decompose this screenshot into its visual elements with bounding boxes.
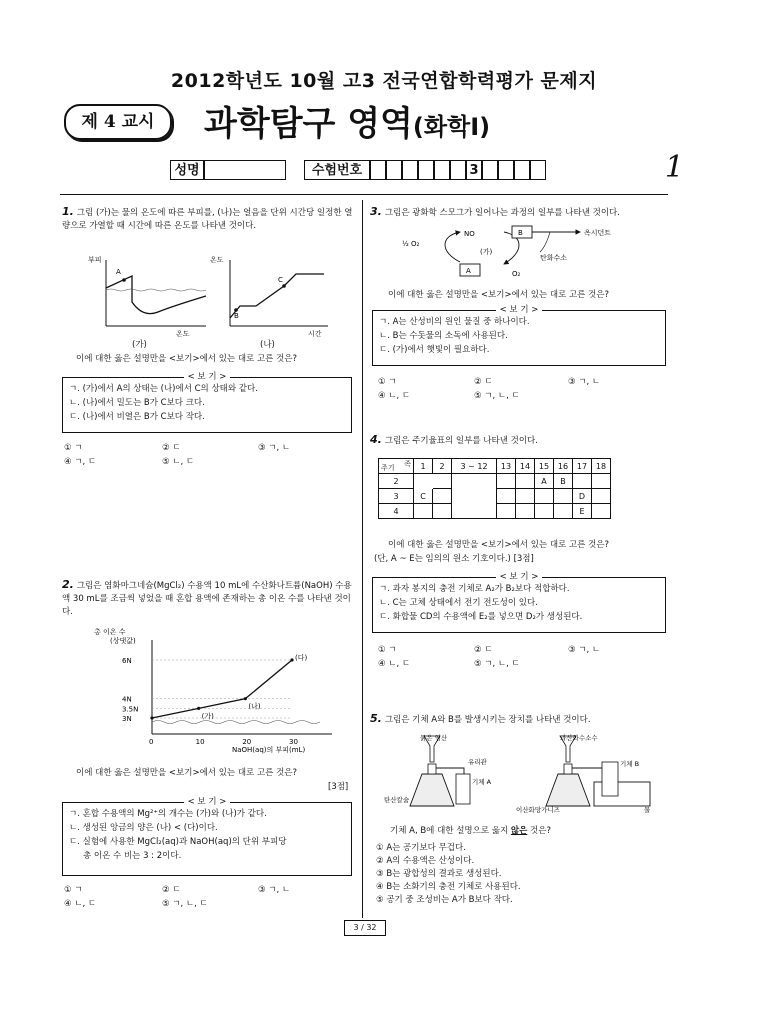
pt-period-cell: 3 (379, 489, 414, 504)
pt-cell (414, 504, 433, 519)
y-tick-label: 6N (122, 657, 132, 665)
pt-header-cell: 3 ~ 12 (452, 459, 497, 474)
answer-option[interactable]: ⑤ ㄱ, ㄴ, ㄷ (474, 659, 520, 669)
q5-ask (390, 824, 551, 836)
q2-bogi-item: ㄷ. 실험에 사용한 MgCl₂(aq)과 NaOH(aq)의 단위 부피당 (69, 837, 287, 847)
q5-mno2: 이산화망가니즈 (516, 806, 560, 814)
q3-box-a-label: A (466, 267, 471, 275)
pt-header-cell: 14 (516, 459, 535, 474)
pt-cell (516, 474, 535, 489)
exam-title: 2012학년도 10월 고3 전국연합학력평가 문제지 (170, 70, 598, 92)
q4-stem (370, 433, 670, 448)
q3-stem (370, 205, 670, 220)
pt-corner (379, 459, 414, 474)
q1-bogi-box (62, 372, 352, 433)
q1-b-ylabel: 온도 (210, 256, 224, 264)
pt-cell (554, 489, 573, 504)
q2-bogi-title: < 보 기 > (184, 797, 231, 807)
pt-cell (516, 504, 535, 519)
pt-empty (414, 474, 433, 489)
q5-ask-pre: 기체 A, B에 대한 설명으로 옳지 (390, 826, 511, 836)
pt-cell (573, 474, 592, 489)
name-label: 성명 (170, 160, 204, 180)
q4-bogi-item: ㄷ. 화합물 CD의 수용액에 E₂를 넣으면 D₂가 생성된다. (379, 612, 583, 622)
pt-header-cell: 13 (497, 459, 516, 474)
q3-o2-half: ½ O₂ (402, 240, 420, 248)
y-tick-label: 4N (122, 695, 132, 704)
answer-option[interactable]: ③ ㄱ, ㄴ (568, 645, 601, 655)
pt-cell: B (554, 474, 573, 489)
q2-ylabel: 총 이온 수 (94, 628, 126, 636)
answer-option[interactable]: ① ㄱ (64, 885, 83, 895)
q5-caco3: 탄산칼슘 (384, 796, 410, 804)
q3-bogi-item: ㄱ. A는 산성비의 원인 물질 중 하나이다. (379, 317, 530, 327)
footer-page-indicator: 3 / 32 (344, 920, 386, 936)
q3-bogi-title: < 보 기 > (496, 305, 543, 315)
data-point (244, 697, 247, 700)
exam-number-box[interactable] (386, 160, 402, 180)
q3-no: NO (464, 230, 475, 238)
q4-ask: 이에 대한 옳은 설명만을 <보기>에서 있는 대로 고른 것은? (388, 540, 610, 550)
q3-diagram (400, 222, 640, 282)
q3-number: 3. (370, 205, 382, 218)
exam-number-box[interactable] (530, 160, 546, 180)
exam-number-label: 수험번호 (304, 160, 370, 180)
apparatus-b (516, 733, 651, 814)
pt-group-label: 족 (404, 460, 411, 468)
pt-header-cell: 1 (414, 459, 433, 474)
answer-option[interactable]: ③ ㄱ, ㄴ (568, 377, 601, 387)
exam-number-box[interactable] (514, 160, 530, 180)
answer-option[interactable]: ② ㄷ (474, 645, 493, 655)
q2-ylabel2: (상댓값) (110, 637, 136, 645)
pt-cell: A (535, 474, 554, 489)
q5-number: 5. (370, 712, 382, 725)
answer-option[interactable]: ④ B는 소화기의 충전 기체로 사용된다. (376, 882, 521, 892)
q4-bogi-box (372, 572, 666, 633)
q3-stem-text: 그림은 광화학 스모그가 일어나는 과정의 일부를 나타낸 것이다. (384, 208, 620, 218)
pt-cell (433, 474, 452, 489)
table-row (379, 474, 611, 489)
q1-bogi-item: ㄷ. (나)에서 비열은 B가 C보다 작다. (69, 412, 205, 422)
q1-a-xlabel: 온도 (176, 330, 190, 338)
q1-graph-a (88, 255, 206, 338)
pt-cell (497, 474, 516, 489)
q2-options (64, 884, 354, 912)
pt-header-cell: 17 (573, 459, 592, 474)
exam-number-box[interactable] (498, 160, 514, 180)
exam-number-box[interactable] (434, 160, 450, 180)
pt-period-cell: 2 (379, 474, 414, 489)
pt-header-cell: 15 (535, 459, 554, 474)
answer-option[interactable]: ④ ㄴ, ㄷ (378, 659, 411, 669)
exam-number-box[interactable] (482, 160, 498, 180)
pt-period-label: 주기 (381, 464, 395, 472)
q5-hcl: 묽은 염산 (420, 734, 448, 742)
data-point (150, 716, 153, 719)
q5-apparatus (384, 732, 664, 814)
q5-ask-post: 것은? (527, 826, 551, 836)
q5-glass-tube: 유리관 (468, 758, 487, 766)
q2-bogi-item: 총 이온 수 비는 3 : 2이다. (83, 851, 182, 861)
x-tick-label: 10 (195, 738, 205, 746)
answer-option[interactable]: ① ㄱ (378, 377, 397, 387)
pt-header-cell: 2 (433, 459, 452, 474)
q1-caption-b: (나) (260, 340, 275, 350)
q3-hydrocarbon: 탄화수소 (540, 254, 568, 262)
q1-bogi-item: ㄱ. (가)에서 A의 상태는 (나)에서 C의 상태와 같다. (69, 384, 258, 394)
q1-bogi-item: ㄴ. (나)에서 밀도는 B가 C보다 크다. (69, 398, 205, 408)
q3-oxidant: 옥시던트 (584, 229, 612, 237)
answer-option[interactable]: ② ㄷ (474, 377, 493, 387)
exam-number-box[interactable] (402, 160, 418, 180)
pt-header-cell: 18 (592, 459, 611, 474)
q4-number: 4. (370, 433, 382, 446)
pt-cell: E (573, 504, 592, 519)
q1-a-ylabel: 부피 (88, 256, 102, 264)
footer-page: 3 (353, 923, 359, 932)
answer-option[interactable]: ④ ㄱ, ㄷ (64, 457, 97, 467)
x-tick-label: 0 (149, 738, 154, 746)
answer-option[interactable]: ① A는 공기보다 무겁다. (376, 843, 466, 853)
pt-cell: D (573, 489, 592, 504)
q5-gas-a: 기체 A (472, 778, 492, 786)
q2-xlabel: NaOH(aq)의 부피(mL) (232, 746, 306, 754)
y-tick-label: 3N (122, 715, 132, 723)
y-tick-label: 3.5N (122, 705, 139, 714)
q2-bogi-item: ㄱ. 혼합 수용액의 Mg²⁺의 개수는 (가)와 (나)가 같다. (69, 809, 267, 819)
q5-stem (370, 712, 670, 727)
q5-ask-negative: 않은 (510, 826, 528, 836)
answer-option[interactable]: ③ ㄱ, ㄴ (258, 443, 291, 453)
pt-cell (535, 489, 554, 504)
q1-number: 1. (62, 205, 74, 218)
subject-main: 과학탐구 영역 (204, 104, 413, 144)
data-point (197, 707, 200, 710)
exam-number-box-filled: 3 (466, 160, 482, 180)
point-label: (다) (295, 654, 308, 662)
q1-caption-a: (가) (132, 340, 147, 350)
pt-cell (535, 504, 554, 519)
q3-bogi-item: ㄷ. (가)에서 햇빛이 필요하다. (379, 345, 490, 355)
q1-b-point-b: B (234, 312, 239, 320)
q1-stem (62, 205, 356, 233)
pt-cell (592, 504, 611, 519)
q5-water: 물 (644, 806, 651, 814)
name-field[interactable] (204, 160, 286, 180)
exam-number-box[interactable] (450, 160, 466, 180)
q4-options (378, 644, 668, 672)
footer-total: 32 (366, 923, 377, 932)
pt-cell (433, 504, 452, 519)
pt-cell (592, 489, 611, 504)
q4-bogi-title: < 보 기 > (496, 572, 543, 582)
pt-header-cell: 16 (554, 459, 573, 474)
subject-sub: (화학Ⅰ) (412, 113, 491, 141)
q3-options (378, 376, 668, 404)
periodic-table (378, 458, 611, 519)
exam-number-box[interactable] (418, 160, 434, 180)
q5-gas-b: 기체 B (620, 760, 640, 768)
pt-cell-blank (452, 474, 497, 519)
q4-note: (단, A ~ E는 임의의 원소 기호이다.) [3점] (374, 554, 534, 564)
q2-stem-text: 그림은 염화마그네슘(MgCl₂) 수용액 10 mL에 수산화나트륨(NaOH) 수용액 30 mL를 조금씩 넣었을 때 혼합 용액에 존재하는 총 이온 수를 나타낸 것이다. (62, 581, 352, 617)
answer-option[interactable]: ② A의 수용액은 산성이다. (376, 856, 475, 866)
answer-option[interactable]: ⑤ 공기 중 조성비는 A가 B보다 작다. (376, 895, 513, 905)
q5-stem-text: 그림은 기체 A와 B를 발생시키는 장치를 나타낸 것이다. (384, 715, 591, 725)
pt-cell (497, 504, 516, 519)
q1-b-xlabel: 시간 (308, 330, 322, 338)
subject-title (204, 96, 490, 145)
q1-point-a (122, 278, 126, 282)
q2-ask: 이에 대한 옳은 설명만을 <보기>에서 있는 대로 고른 것은? (76, 768, 298, 778)
q4-bogi-item: ㄱ. 과자 봉지의 충전 기체로 A₂가 B₂보다 적합하다. (379, 584, 570, 594)
answer-option[interactable]: ⑤ ㄱ, ㄴ, ㄷ (474, 391, 520, 401)
periodic-table-header (379, 459, 611, 474)
point-label: (가) (201, 712, 214, 721)
answer-option[interactable]: ④ ㄴ, ㄷ (378, 391, 411, 401)
x-tick-label: 20 (242, 738, 252, 746)
pt-cell (433, 489, 452, 504)
q2-chart (86, 626, 346, 756)
q2-series-line (152, 660, 292, 721)
q5-h2o2: 과산화수소수 (560, 734, 598, 742)
q3-box-b-label: B (518, 229, 523, 237)
period-badge: 제 4 교시 (64, 104, 172, 140)
q4-bogi-item: ㄴ. C는 고체 상태에서 전기 전도성이 있다. (379, 598, 538, 608)
q2-stem (62, 578, 356, 619)
q1-graphs (88, 252, 348, 340)
pt-cell: C (414, 489, 433, 504)
column-divider (362, 200, 363, 918)
q2-bogi-item: ㄴ. 생성된 앙금의 양은 (나) < (다)이다. (69, 823, 218, 833)
pt-period-cell: 4 (379, 504, 414, 519)
data-point (290, 658, 293, 661)
answer-option[interactable]: ⑤ ㄴ, ㄷ (162, 457, 195, 467)
q1-bogi-title: < 보 기 > (184, 372, 231, 382)
q1-b-point-c: C (278, 276, 283, 284)
q3-ga: (가) (480, 248, 493, 256)
answer-option[interactable]: ③ B는 광합성의 결과로 생성된다. (376, 869, 502, 879)
answer-option[interactable]: ⑤ ㄱ, ㄴ, ㄷ (162, 899, 208, 909)
q1-a-point-label: A (116, 268, 121, 276)
q1-graph-b (210, 256, 328, 338)
q1-stem-text: 그림 (가)는 물의 온도에 따른 부피를, (나)는 얼음을 단위 시간당 일정한 열량으로 가열할 때 시간에 따른 온도를 나타낸 것이다. (62, 208, 353, 231)
answer-option[interactable]: ② ㄷ (162, 443, 181, 453)
answer-option[interactable]: ① ㄱ (378, 645, 397, 655)
q3-bogi-item: ㄴ. B는 수돗물의 소독에 사용된다. (379, 331, 508, 341)
pt-cell (516, 489, 535, 504)
answer-option[interactable]: ② ㄷ (162, 885, 181, 895)
q3-ask: 이에 대한 옳은 설명만을 <보기>에서 있는 대로 고른 것은? (388, 290, 610, 300)
point-label: (나) (248, 702, 261, 711)
pt-cell (592, 474, 611, 489)
pt-cell (554, 504, 573, 519)
q2-points: [3점] (328, 782, 349, 792)
answer-option[interactable]: ③ ㄱ, ㄴ (258, 885, 291, 895)
page-number: 1 (664, 150, 684, 185)
x-tick-label: 30 (289, 738, 298, 746)
q4-stem-text: 그림은 주기율표의 일부를 나타낸 것이다. (384, 436, 538, 446)
q3-bogi-box (372, 305, 666, 366)
q1-ask: 이에 대한 옳은 설명만을 <보기>에서 있는 대로 고른 것은? (76, 354, 298, 364)
apparatus-a (384, 733, 492, 806)
q5-options (376, 842, 666, 916)
answer-option[interactable]: ① ㄱ (64, 443, 83, 453)
q1-options (64, 442, 354, 470)
answer-option[interactable]: ④ ㄴ, ㄷ (64, 899, 97, 909)
q2-number: 2. (62, 578, 74, 591)
exam-number-box[interactable] (370, 160, 386, 180)
q2-bogi-box (62, 797, 352, 876)
header-rule (60, 194, 668, 195)
q3-o2: O₂ (512, 270, 521, 278)
pt-cell (497, 489, 516, 504)
